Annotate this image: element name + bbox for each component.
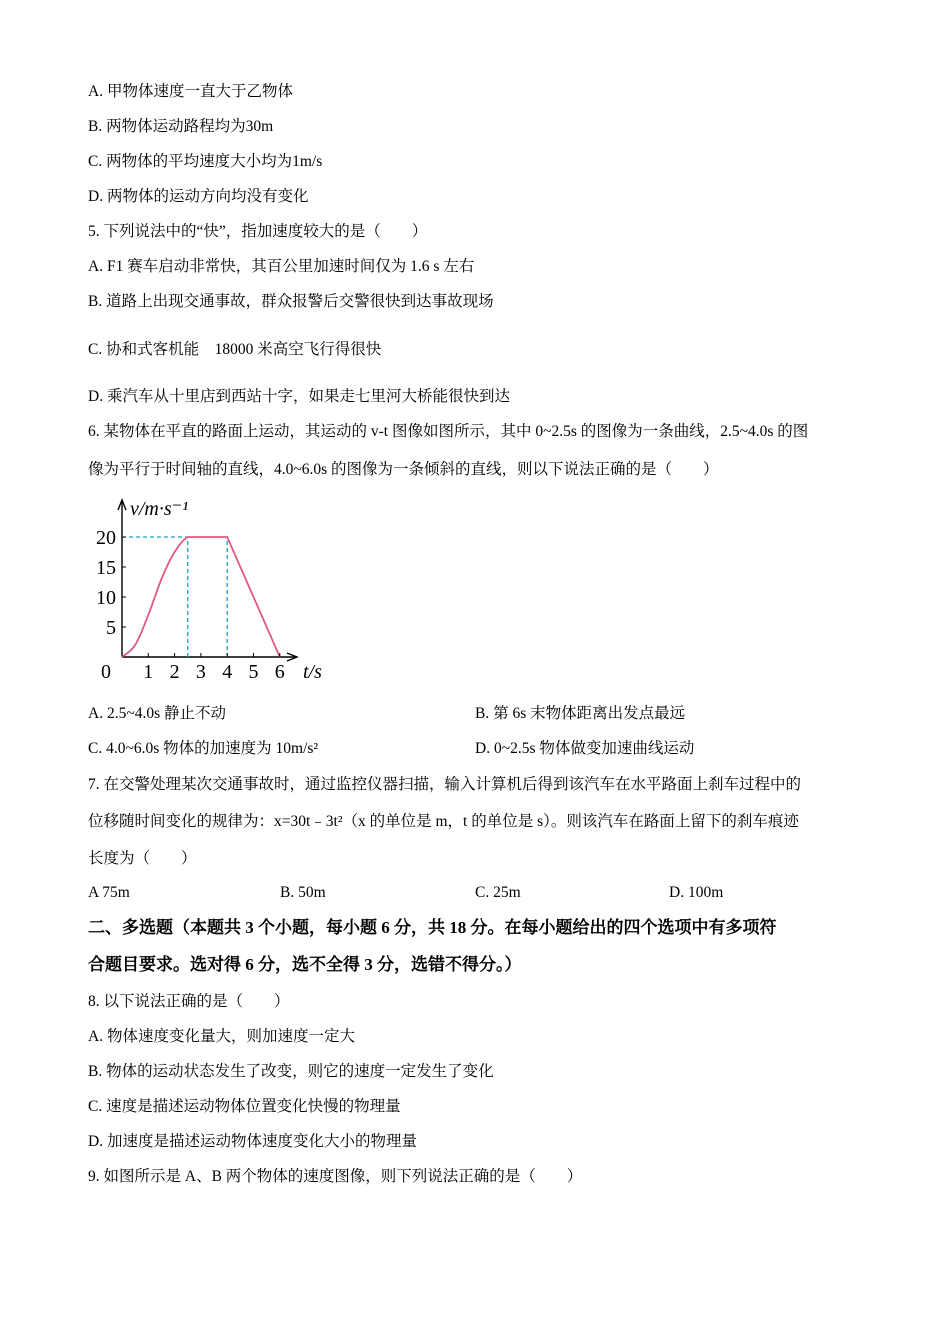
q8-stem: 8. 以下说法正确的是（ ） bbox=[88, 993, 290, 1010]
q7-option-b: B. 50m bbox=[280, 884, 326, 901]
y-tick-label: 5 bbox=[106, 617, 116, 639]
q7-stem-line2: 位移随时间变化的规律为：x=30t﹣3t²（x 的单位是 m，t 的单位是 s）。则该汽车在路面上留下的刹车痕迹 bbox=[88, 813, 799, 830]
q4-option-b: B. 两物体运动路程均为30m bbox=[88, 118, 274, 135]
x-tick-label: 6 bbox=[274, 661, 285, 683]
q8-option-d: D. 加速度是描述运动物体速度变化大小的物理量 bbox=[88, 1133, 417, 1150]
q8-option-a: A. 物体速度变化量大，则加速度一定大 bbox=[88, 1028, 355, 1045]
q7-stem-line3: 长度为（ ） bbox=[88, 850, 197, 867]
y-axis-label: v/m·s⁻¹ bbox=[130, 498, 189, 520]
y-tick-label: 10 bbox=[96, 587, 116, 609]
q4-option-a: A. 甲物体速度一直大于乙物体 bbox=[88, 83, 293, 100]
q5-option-b: B. 道路上出现交通事故，群众报警后交警很快到达事故现场 bbox=[88, 293, 494, 310]
x-tick-label: 0 bbox=[101, 661, 111, 683]
series-line-0 bbox=[122, 537, 280, 657]
q8-option-c: C. 速度是描述运动物体位置变化快慢的物理量 bbox=[88, 1098, 401, 1115]
x-axis-label: t/s bbox=[303, 661, 322, 683]
q6-stem-line2: 像为平行于时间轴的直线，4.0~6.0s 的图像为一条倾斜的直线，则以下说法正确的是（ ） bbox=[88, 461, 719, 478]
q7-stem-line1: 7. 在交警处理某次交通事故时，通过监控仪器扫描，输入计算机后得到该汽车在水平路面上刹车过程中的 bbox=[88, 776, 802, 793]
x-tick-label: 5 bbox=[248, 661, 259, 683]
q4-option-c: C. 两物体的平均速度大小均为1m/s bbox=[88, 153, 323, 170]
vt-chart bbox=[85, 490, 345, 690]
q6-option-b: B. 第 6s 末物体距离出发点最远 bbox=[475, 705, 686, 722]
q6-option-c: C. 4.0~6.0s 物体的加速度为 10m/s² bbox=[88, 740, 319, 757]
y-tick-label: 15 bbox=[96, 557, 116, 579]
q9-stem: 9. 如图所示是 A、B 两个物体的速度图像，则下列说法正确的是（ ） bbox=[88, 1168, 583, 1185]
x-tick-label: 3 bbox=[195, 661, 206, 683]
q6-stem-line1: 6. 某物体在平直的路面上运动，其运动的 v-t 图像如图所示，其中 0~2.5s 的图像为一条曲线，2.5~4.0s 的图 bbox=[88, 423, 809, 440]
q7-option-d: D. 100m bbox=[669, 884, 724, 901]
x-tick-label: 4 bbox=[222, 661, 233, 683]
q6-option-d: D. 0~2.5s 物体做变加速曲线运动 bbox=[475, 740, 695, 757]
q7-option-c: C. 25m bbox=[475, 884, 521, 901]
q5-stem: 5. 下列说法中的“快”，指加速度较大的是（ ） bbox=[88, 223, 428, 240]
q5-option-a: A. F1 赛车启动非常快，其百公里加速时间仅为 1.6 s 左右 bbox=[88, 258, 475, 275]
x-tick-label: 2 bbox=[169, 661, 180, 683]
q4-option-d: D. 两物体的运动方向均没有变化 bbox=[88, 188, 309, 205]
section2-heading-line2: 合题目要求。选对得 6 分，选不全得 3 分，选错不得分。） bbox=[88, 955, 522, 974]
section2-heading-line1: 二、多选题（本题共 3 个小题，每小题 6 分，共 18 分。在每小题给出的四个选项中有多项符 bbox=[88, 918, 777, 937]
q5-option-c: C. 协和式客机能 18000 米高空飞行得很快 bbox=[88, 341, 382, 358]
q6-option-a: A. 2.5~4.0s 静止不动 bbox=[88, 705, 226, 722]
q7-option-a: A 75m bbox=[88, 884, 130, 901]
y-tick-label: 20 bbox=[96, 527, 116, 549]
q8-option-b: B. 物体的运动状态发生了改变，则它的速度一定发生了变化 bbox=[88, 1063, 494, 1080]
q5-option-d: D. 乘汽车从十里店到西站十字，如果走七里河大桥能很快到达 bbox=[88, 388, 510, 405]
chart-series bbox=[122, 537, 280, 657]
x-tick-label: 1 bbox=[143, 661, 154, 683]
